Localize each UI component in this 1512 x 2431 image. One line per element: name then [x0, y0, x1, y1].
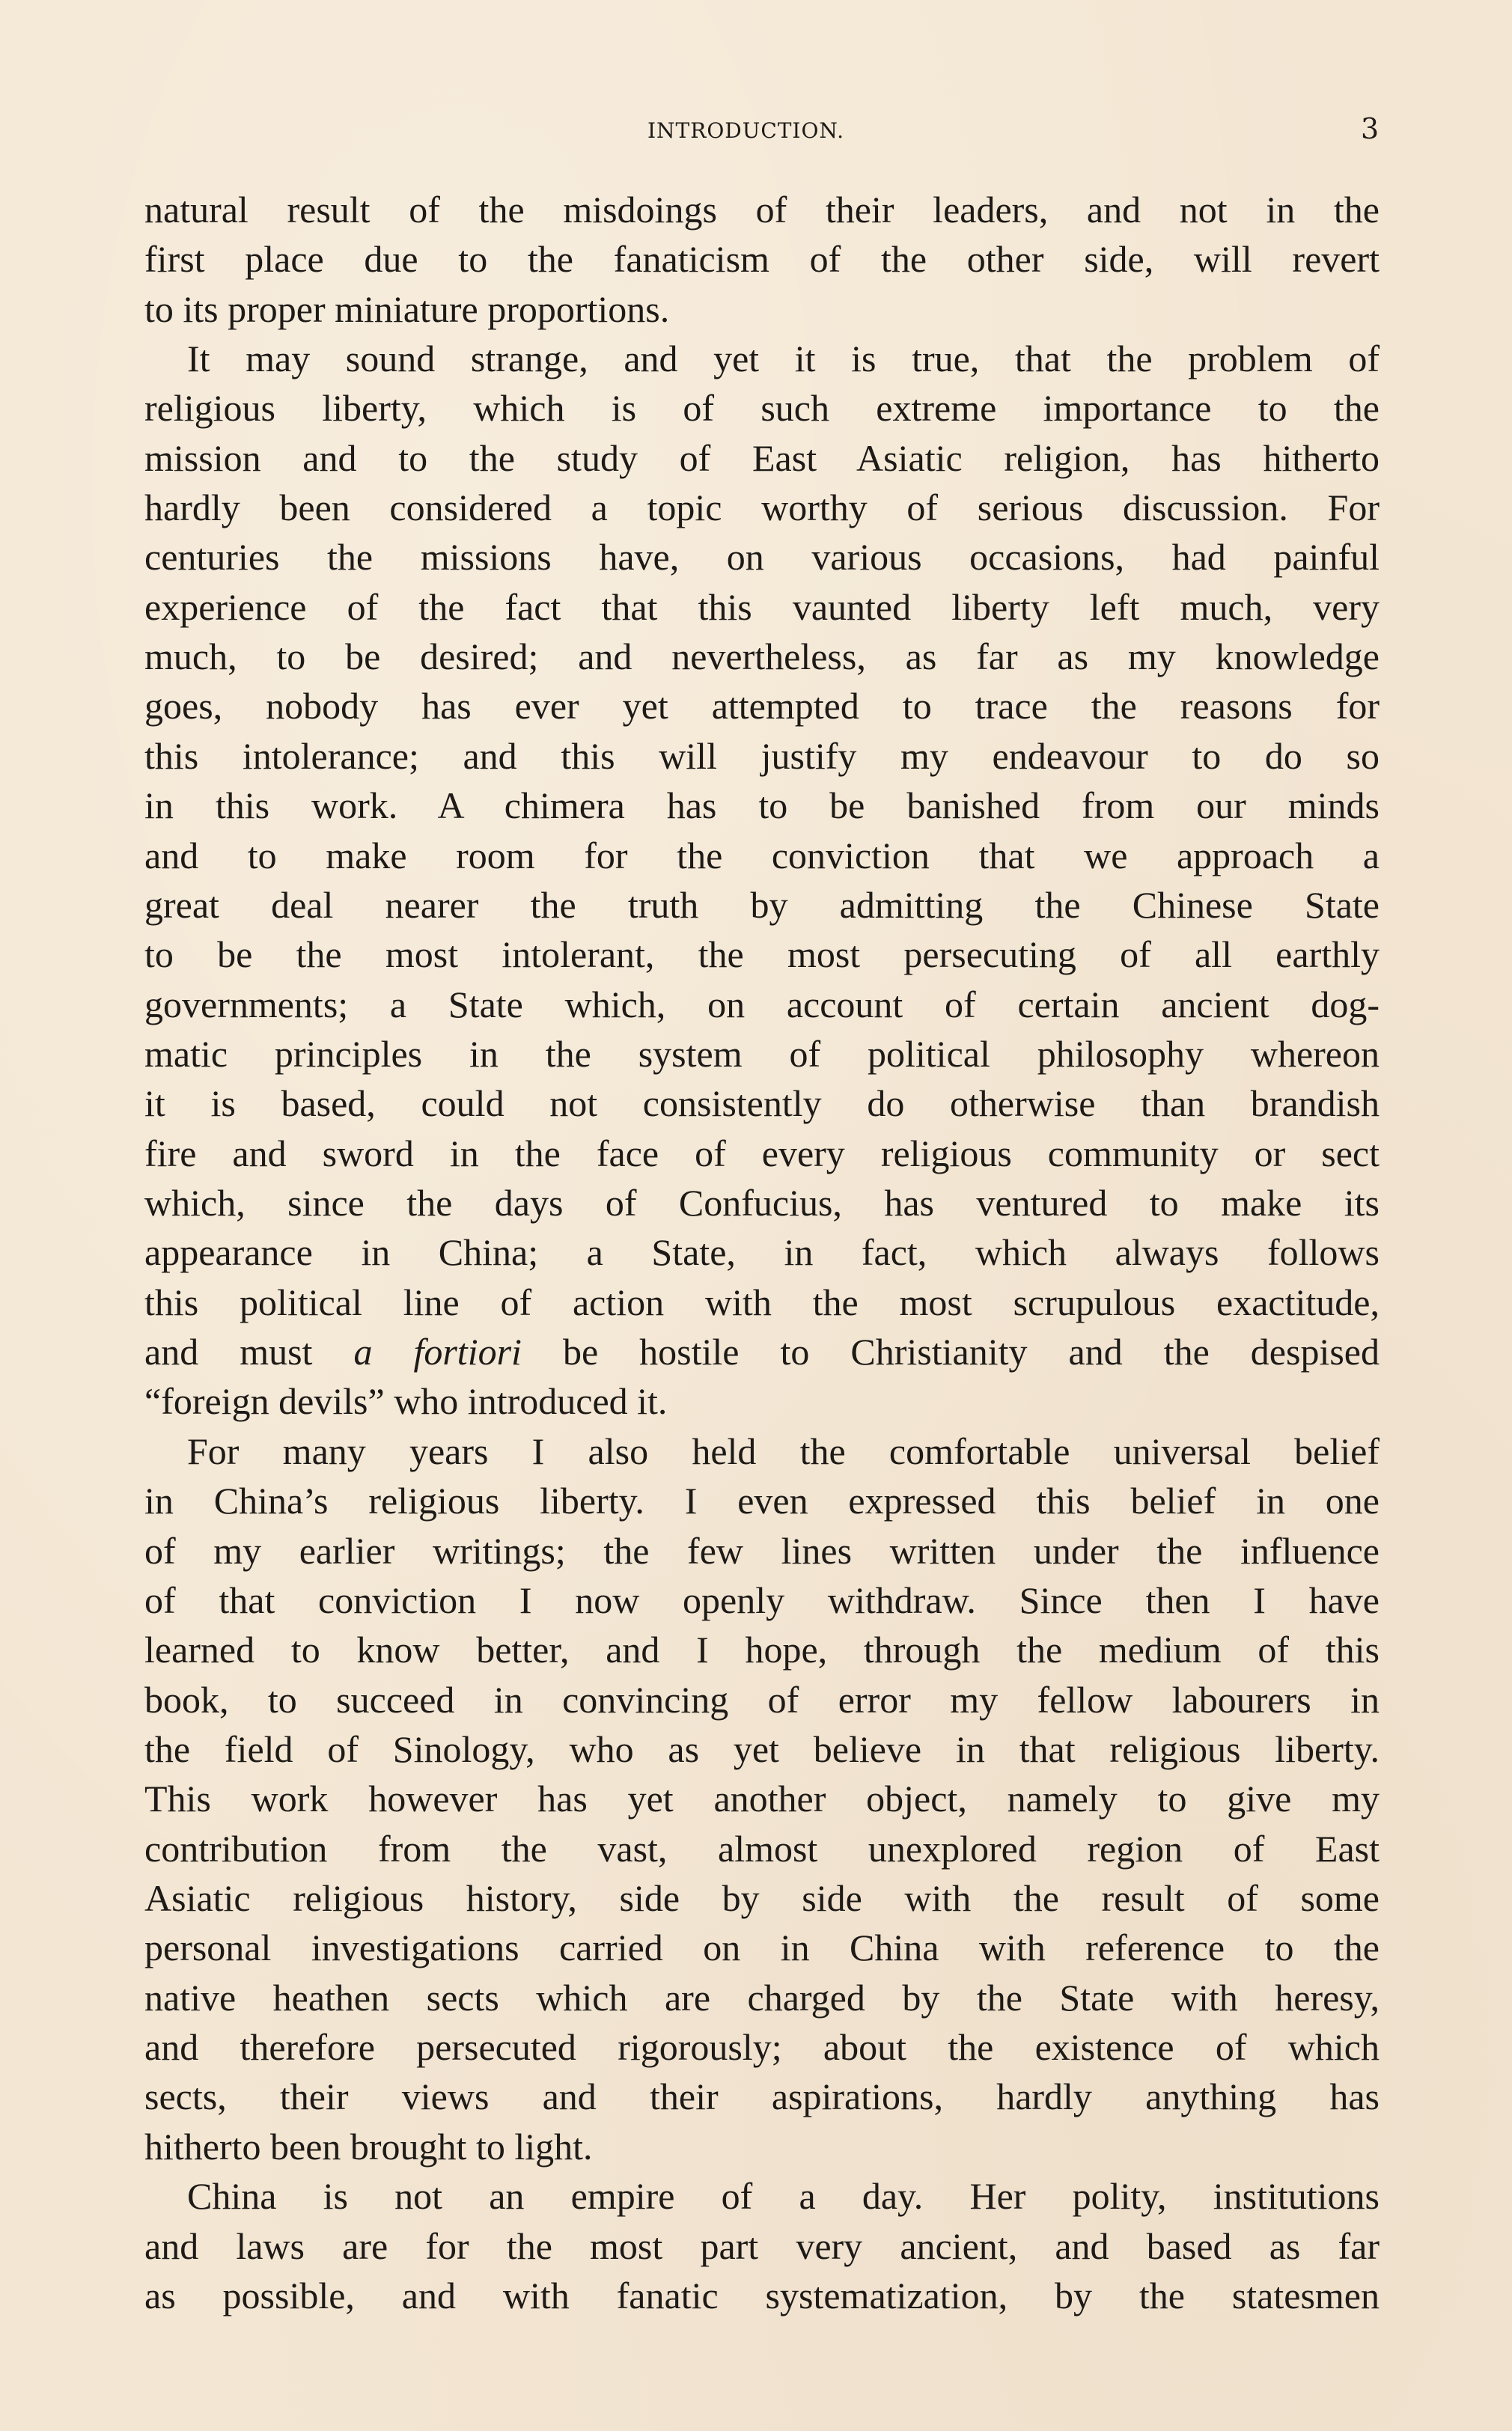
text-line: great deal nearer the truth by admitting the Chinese State	[144, 884, 1380, 926]
text-line: to be the most intolerant, the most persecuting of all earthly	[144, 933, 1380, 975]
text-line: in China’s religious liberty. I even expressed this belief in one	[144, 1480, 1380, 1522]
text-line: religious liberty, which is of such extreme importance to the	[144, 387, 1380, 429]
text-line: goes, nobody has ever yet attempted to trace the reasons for	[144, 685, 1380, 727]
text-line: first place due to the fanaticism of the other side, will revert	[144, 238, 1380, 280]
text-line: Asiatic religious history, side by side with the result of some	[144, 1877, 1380, 1919]
text-line: This work however has yet another object, namely to give my	[144, 1778, 1380, 1820]
text-line: experience of the fact that this vaunted liberty left much, very	[144, 586, 1380, 628]
text-line: book, to succeed in convincing of error my fellow labourers in	[144, 1679, 1380, 1721]
text-line: centuries the missions have, on various occasions, had painful	[144, 536, 1380, 578]
text-line: in this work. A chimera has to be banished from our minds	[144, 784, 1380, 826]
text-line: as possible, and with fanatic systematization, by the statesmen	[144, 2275, 1380, 2316]
text-line: of that conviction I now openly withdraw. Since then I have	[144, 1579, 1380, 1621]
running-title: INTRODUCTION.	[647, 118, 845, 143]
text-line: and therefore persecuted rigorously; about the existence of which	[144, 2026, 1380, 2068]
text-line: it is based, could not consistently do otherwise than brandish	[144, 1082, 1380, 1124]
text-run: be hostile to Christianity and the despised	[521, 1331, 1380, 1373]
paragraph-first-line: For many years I also held the comfortable universal belief	[187, 1430, 1380, 1472]
text-line: appearance in China; a State, in fact, which always follows	[144, 1231, 1380, 1273]
text-line: native heathen sects which are charged by the State with heresy,	[144, 1977, 1380, 2019]
text-line: contribution from the vast, almost unexplored region of East	[144, 1828, 1380, 1870]
text-line: this political line of action with the most scrupulous exactitude,	[144, 1281, 1380, 1323]
text-line: learned to know better, and I hope, through the medium of this	[144, 1629, 1380, 1671]
paragraph-first-line: China is not an empire of a day. Her polity, institutions	[187, 2175, 1380, 2217]
text-line: natural result of the misdoings of their leaders, and not in the	[144, 189, 1380, 231]
running-head	[0, 114, 1512, 147]
page-number: 3	[1361, 112, 1380, 145]
text-line: which, since the days of Confucius, has ventured to make its	[144, 1182, 1380, 1224]
text-line: to its proper miniature proportions.	[144, 288, 670, 330]
text-line: of my earlier writings; the few lines written under the influence	[144, 1530, 1380, 1572]
text-line: much, to be desired; and nevertheless, as far as my knowledge	[144, 635, 1380, 677]
text-line: “foreign devils” who introduced it.	[144, 1380, 668, 1422]
text-line: fire and sword in the face of every religious community or sect	[144, 1132, 1380, 1174]
text-line: matic principles in the system of political philosophy whereon	[144, 1033, 1380, 1075]
text-line: governments; a State which, on account of certain ancient dog-	[144, 983, 1380, 1025]
text-line: personal investigations carried on in China with reference to the	[144, 1927, 1380, 1968]
text-line: and laws are for the most part very ancient, and based as far	[144, 2225, 1380, 2267]
text-line-with-italic	[144, 1327, 1380, 1376]
text-line: mission and to the study of East Asiatic religion, has hitherto	[144, 437, 1380, 479]
text-line: this intolerance; and this will justify my endeavour to do so	[144, 735, 1380, 777]
text-line: sects, their views and their aspirations, hardly anything has	[144, 2075, 1380, 2117]
text-line: and to make room for the conviction that we approach a	[144, 835, 1380, 876]
text-line: hitherto been brought to light.	[144, 2126, 593, 2168]
paragraph-first-line: It may sound strange, and yet it is true, that the problem of	[187, 338, 1380, 379]
text-line: the field of Sinology, who as yet believe in that religious liberty.	[144, 1728, 1380, 1770]
text-run: and must	[144, 1331, 354, 1373]
italic-phrase: a fortiori	[353, 1331, 522, 1373]
text-line: hardly been considered a topic worthy of serious discussion. For	[144, 486, 1380, 528]
